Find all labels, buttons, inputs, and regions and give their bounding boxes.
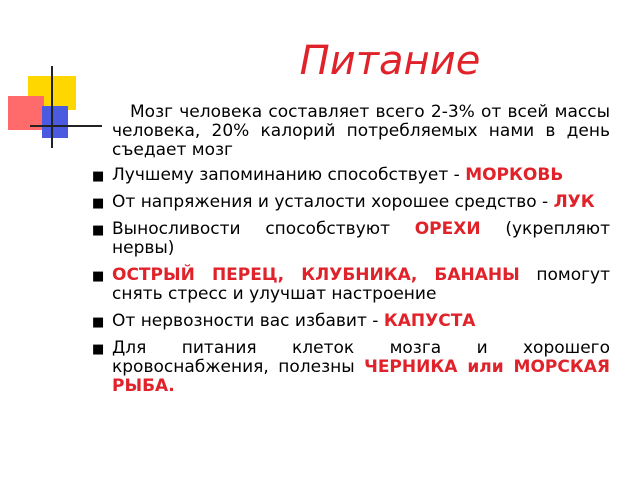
slide-title: Питание [299,38,481,84]
item-text: Лучшему запоминанию способствует - [112,165,466,185]
item-highlight: ОРЕХИ [414,219,481,239]
item-highlight: КАПУСТА [383,311,476,331]
item-text: От нервозности вас избавит - [112,311,384,331]
intro-paragraph: Мозг человека составляет всего 2-3% от всей массы человека, 20% калорий потребляемых нами в день съедает мозг [112,102,610,160]
square-bullet-icon: ■ [92,315,105,330]
blue-square [42,106,68,138]
item-highlight: ЛУК [553,192,595,212]
square-bullet-icon: ■ [92,223,105,238]
item-text-after: (укрепляют нервы) [112,219,610,258]
square-bullet-icon: ■ [92,269,105,284]
square-bullet-icon: ■ [92,342,105,357]
list-item [0,266,640,304]
item-text-after: помогут снять стресс и улучшат настроение [112,265,611,304]
list-item [0,312,640,331]
bullet-list [0,166,640,404]
item-highlight: ЧЕРНИКА или МОРСКАЯ РЫБА. [112,357,610,396]
item-text: Выносливости способствуют [112,219,415,239]
item-text: Для питания клеток мозга и хорошего кровоснабжения, полезны [112,338,610,377]
list-item [0,166,640,185]
list-item [0,339,640,396]
item-highlight: МОРКОВЬ [465,165,564,185]
list-item [0,193,640,212]
square-bullet-icon: ■ [92,196,105,211]
horizontal-line [30,125,102,127]
item-text: От напряжения и усталости хорошее средство - [112,192,554,212]
list-item [0,220,640,258]
square-bullet-icon: ■ [92,169,105,184]
item-highlight: ОСТРЫЙ ПЕРЕЦ, КЛУБНИКА, БАНАНЫ [112,265,520,285]
